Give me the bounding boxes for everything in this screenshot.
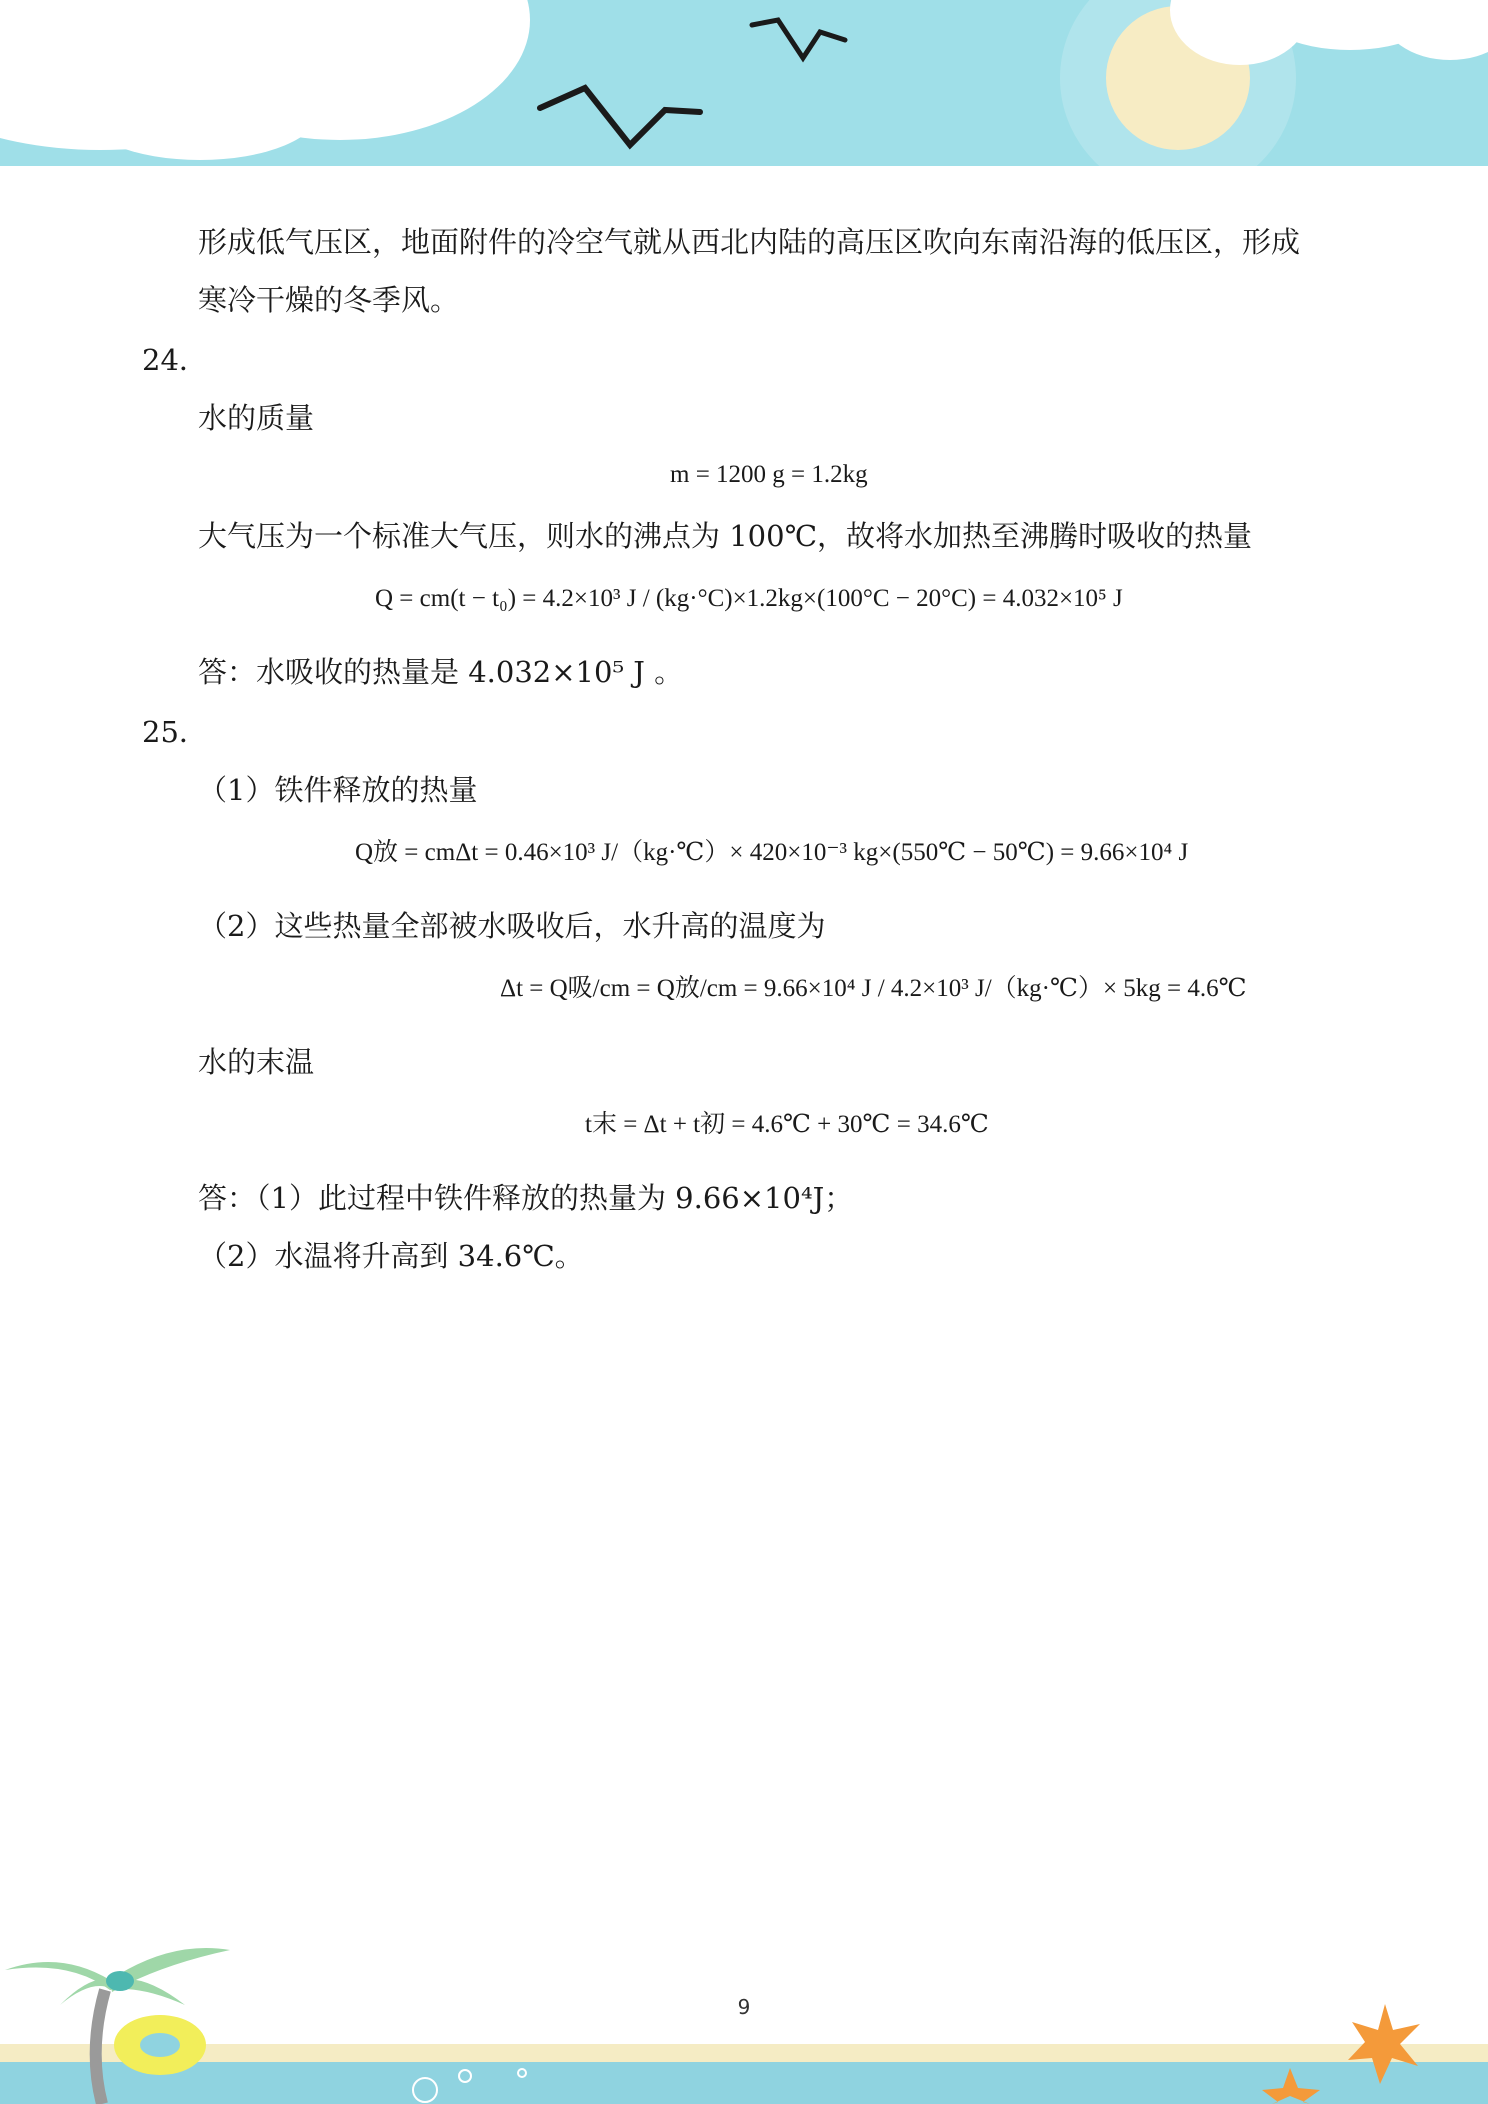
question-number-24: 24． xyxy=(142,343,208,377)
paragraph-line: 寒冷干燥的冬季风。 xyxy=(198,283,460,317)
equation-heat-absorbed xyxy=(375,582,1123,616)
paragraph-line: 大气压为一个标准大气压，则水的沸点为 100℃，故将水加热至沸腾时吸收的热量 xyxy=(198,519,1253,553)
question-number-25: 25． xyxy=(142,715,208,749)
paragraph-line: 形成低气压区，地面附件的冷空气就从西北内陆的高压区吹向东南沿海的低压区，形成 xyxy=(198,225,1301,259)
swim-ring-icon xyxy=(114,2015,206,2075)
answer-25-part-2: （2）水温将升高到 34.6℃。 xyxy=(198,1239,584,1273)
heading-final-temp: 水的末温 xyxy=(198,1045,315,1079)
equation-heat-released xyxy=(355,836,1188,870)
part-1-heading: （1）铁件释放的热量 xyxy=(198,773,478,807)
equation-mass xyxy=(670,458,868,492)
equation-text: Q放 = cmΔt = 0.46×10³ J/（kg·℃）× 420×10⁻³ kg×(550℃ − 50℃) = 9.66×10⁴ J xyxy=(355,839,1189,866)
equation-text: Δt = Q吸/cm = Q放/cm = 9.66×10⁴ J / 4.2×10³ J/（kg·℃）× 5kg = 4.6℃ xyxy=(500,975,1247,1002)
answer-25-part-1: 答：（1）此过程中铁件释放的热量为 9.66×10⁴J； xyxy=(198,1181,854,1215)
part-2-heading: （2）这些热量全部被水吸收后，水升高的温度为 xyxy=(198,909,826,943)
page-number: 9 xyxy=(737,1995,751,2019)
bottom-beach-banner xyxy=(0,1920,1488,2104)
equation-text: m = 1200 g = 1.2kg xyxy=(670,461,868,488)
answer-24: 答：水吸收的热量是 4.032×10⁵ J 。 xyxy=(198,655,684,689)
equation-final-temperature xyxy=(585,1108,989,1142)
equation-text: Q = cm(t − t₀) = 4.2×10³ J / (kg·°C)×1.2kg×(100°C − 20°C) = 4.032×10⁵ J xyxy=(375,585,1123,612)
heading-water-mass: 水的质量 xyxy=(198,401,315,435)
equation-temperature-rise xyxy=(500,972,1247,1006)
equation-text: t末 = Δt + t初 = 4.6℃ + 30℃ = 34.6℃ xyxy=(585,1111,989,1138)
